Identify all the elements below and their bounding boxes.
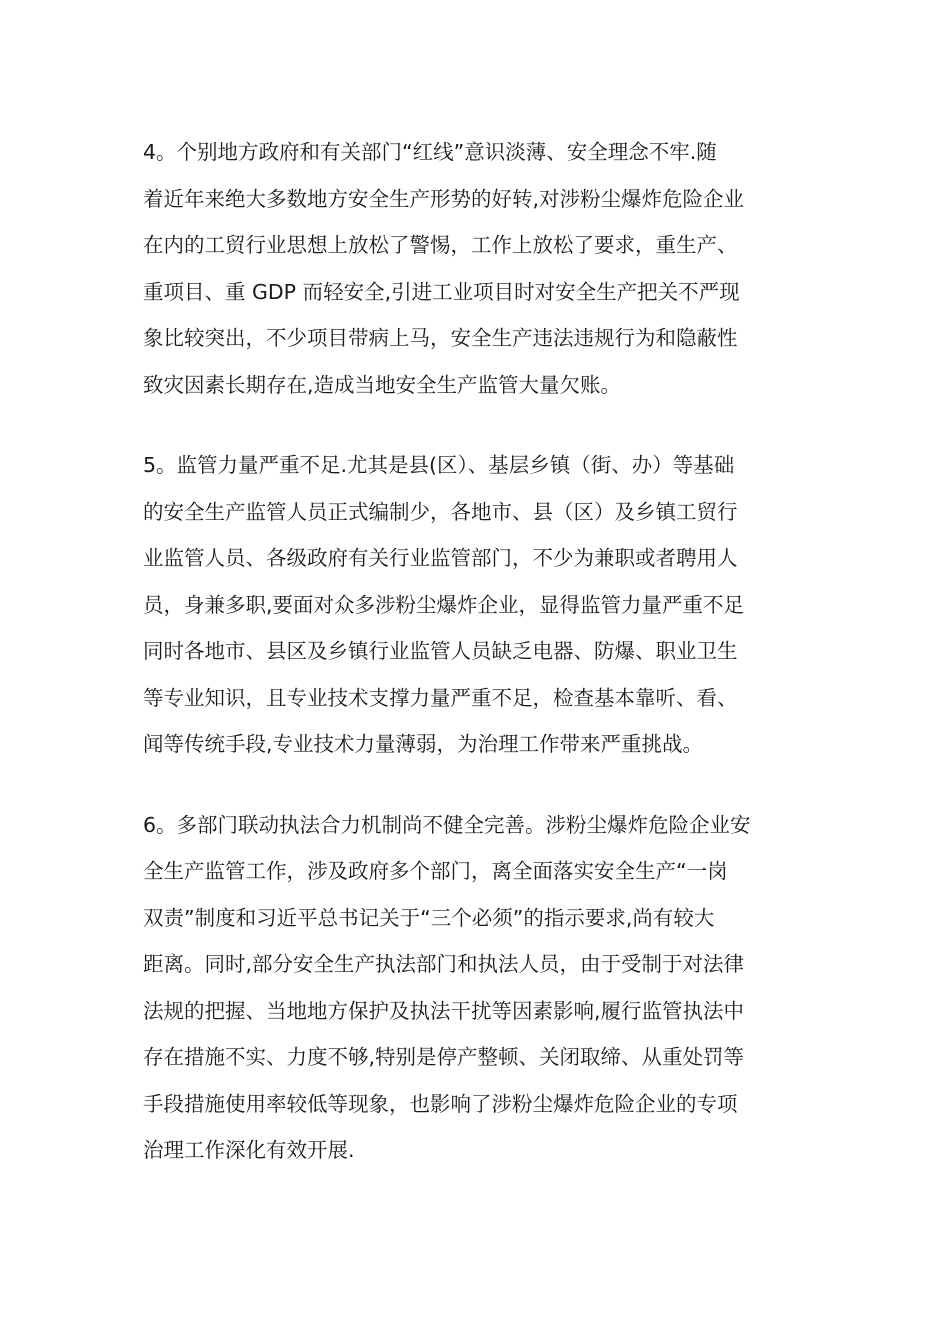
text-line: 存在措施不实、力度不够,特别是停产整顿、关闭取缔、从重处罚等 <box>143 1045 745 1069</box>
text-line: 的安全生产监管人员正式编制少，各地市、县（区）及乡镇工贸行 <box>143 499 738 524</box>
text-line: 等专业知识，且专业技术支撑力量严重不足，检查基本靠听、看、 <box>143 685 738 710</box>
text-line: 双责”制度和习近平总书记关于“三个必须”的指示要求,尚有较大 <box>143 905 715 930</box>
text-line: 重项目、重 GDP 而轻安全,引进工业项目时对安全生产把关不严现 <box>143 279 740 304</box>
paragraph-5 <box>143 442 807 768</box>
text-line: 业监管人员、各级政府有关行业监管部门，不少为兼职或者聘用人 <box>143 546 738 570</box>
text-line: 在内的工贸行业思想上放松了警惕，工作上放松了要求，重生产、 <box>143 233 738 257</box>
text-line: 员，身兼多职,要面对众多涉粉尘爆炸企业，显得监管力量严重不足 <box>143 592 745 617</box>
text-line: 距离。同时,部分安全生产执法部门和执法人员，由于受制于对法律 <box>143 952 745 976</box>
text-line: 致灾因素长期存在,造成当地安全生产监管大量欠账。 <box>143 372 622 397</box>
paragraph-4 <box>143 129 807 408</box>
text-line: 5。监管力量严重不足.尤其是县(区）、基层乡镇（街、办）等基础 <box>143 453 735 477</box>
text-line: 4。个别地方政府和有关部门“红线”意识淡薄、安全理念不牢.随 <box>143 140 717 164</box>
text-line: 法规的把握、当地地方保护及执法干扰等因素影响,履行监管执法中 <box>143 998 745 1023</box>
text-line: 手段措施使用率较低等现象，也影响了涉粉尘爆炸危险企业的专项 <box>143 1091 738 1116</box>
text-line: 闻等传统手段,专业技术力量薄弱，为治理工作带来严重挑战。 <box>143 732 704 756</box>
paragraph-6 <box>143 802 807 1174</box>
text-line: 全生产监管工作，涉及政府多个部门，离全面落实安全生产“一岗 <box>143 859 728 883</box>
text-line: 治理工作深化有效开展. <box>143 1138 355 1162</box>
text-line: 象比较突出，不少项目带病上马，安全生产违法违规行为和隐蔽性 <box>143 326 738 350</box>
text-line: 6。多部门联动执法合力机制尚不健全完善。涉粉尘爆炸危险企业安 <box>143 812 751 837</box>
text-line: 同时各地市、县区及乡镇行业监管人员缺乏电器、防爆、职业卫生 <box>143 639 738 663</box>
document-body <box>143 129 807 1174</box>
text-line: 着近年来绝大多数地方安全生产形势的好转,对涉粉尘爆炸危险企业 <box>143 186 745 211</box>
